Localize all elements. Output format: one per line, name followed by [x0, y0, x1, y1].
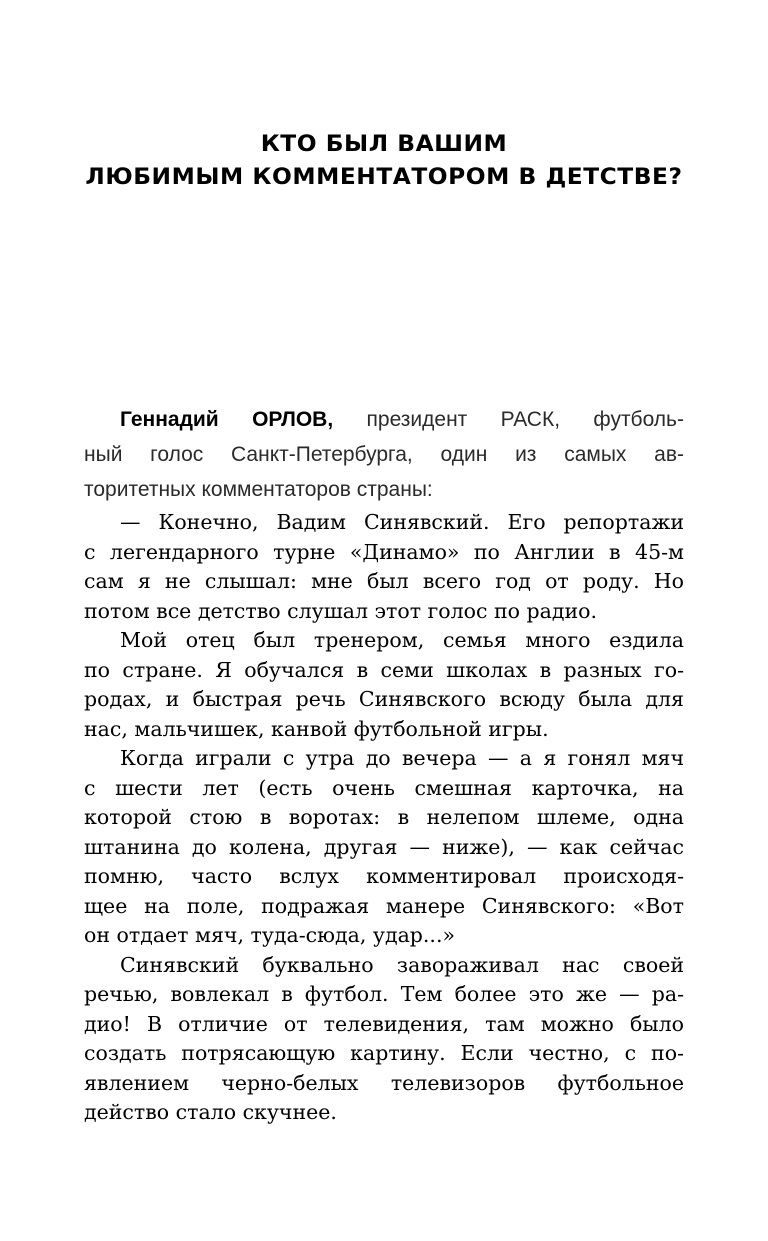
text-line: Когда играли с утра до вечера — а я гонял мяч: [120, 746, 684, 770]
text-line: сам я не слышал: мне был всего год от роду. Но: [84, 569, 684, 593]
text-line: Мой отец был тренером, семья много ездила: [120, 628, 684, 652]
paragraph: [84, 744, 684, 951]
speaker-title: президент РАСК, футболь-: [333, 408, 684, 431]
paragraph: [84, 951, 684, 1128]
text-line: нас, мальчишек, канвой футбольной игры.: [84, 716, 549, 741]
speaker-intro: [84, 402, 684, 507]
answer-text: [84, 508, 684, 1128]
text-line: явлением черно-белых телевизоров футбольное: [84, 1070, 684, 1095]
intro-line-1: [84, 402, 684, 437]
heading-line-2: ЛЮБИМЫМ КОММЕНТАТОРОМ В ДЕТСТВЕ?: [85, 165, 683, 190]
paragraph: [84, 508, 684, 626]
text-line: с шести лет (есть очень смешная карточка, на: [84, 775, 684, 800]
text-line: родах, и быстрая речь Синявского всюду была для: [84, 687, 684, 711]
chapter-heading: [41, 128, 728, 194]
text-line: создать потрясающую картину. Если честно, с по-: [84, 1041, 684, 1065]
heading-line-1: КТО БЫЛ ВАШИМ: [260, 132, 508, 157]
speaker-name: Геннадий ОРЛОВ,: [120, 408, 334, 431]
text-line: которой стою в воротах: в нелепом шлеме, одна: [84, 805, 684, 829]
text-line: действо стало скучнее.: [84, 1100, 337, 1124]
text-line: штанина до колена, другая — ниже), — как сейчас: [84, 834, 684, 859]
intro-line-3: торитетных комментаторов страны:: [84, 478, 433, 501]
text-line: речью, вовлекал в футбол. Тем более это же — ра-: [84, 982, 684, 1006]
text-line: помню, часто вслух комментировал происходя-: [84, 864, 684, 888]
text-line: Синявский буквально завораживал нас своей: [120, 952, 684, 977]
text-line: потом все детство слушал этот голос по радио.: [84, 598, 598, 623]
text-line: дио! В отличие от телевидения, там можно было: [84, 1011, 684, 1036]
text-line: с легендарного турне «Динамо» по Англии в 45-м: [84, 539, 684, 564]
text-line: щее на поле, подражая манере Синявского: «Вот: [84, 893, 684, 918]
intro-line-2: ный голос Санкт-Петербурга, один из самых ав-: [84, 443, 684, 466]
text-line: — Конечно, Вадим Синявский. Его репортажи: [120, 510, 684, 534]
text-line: по стране. Я обучался в семи школах в разных го-: [84, 657, 684, 682]
paragraph: [84, 626, 684, 744]
text-line: он отдает мяч, туда-сюда, удар...»: [84, 923, 456, 947]
